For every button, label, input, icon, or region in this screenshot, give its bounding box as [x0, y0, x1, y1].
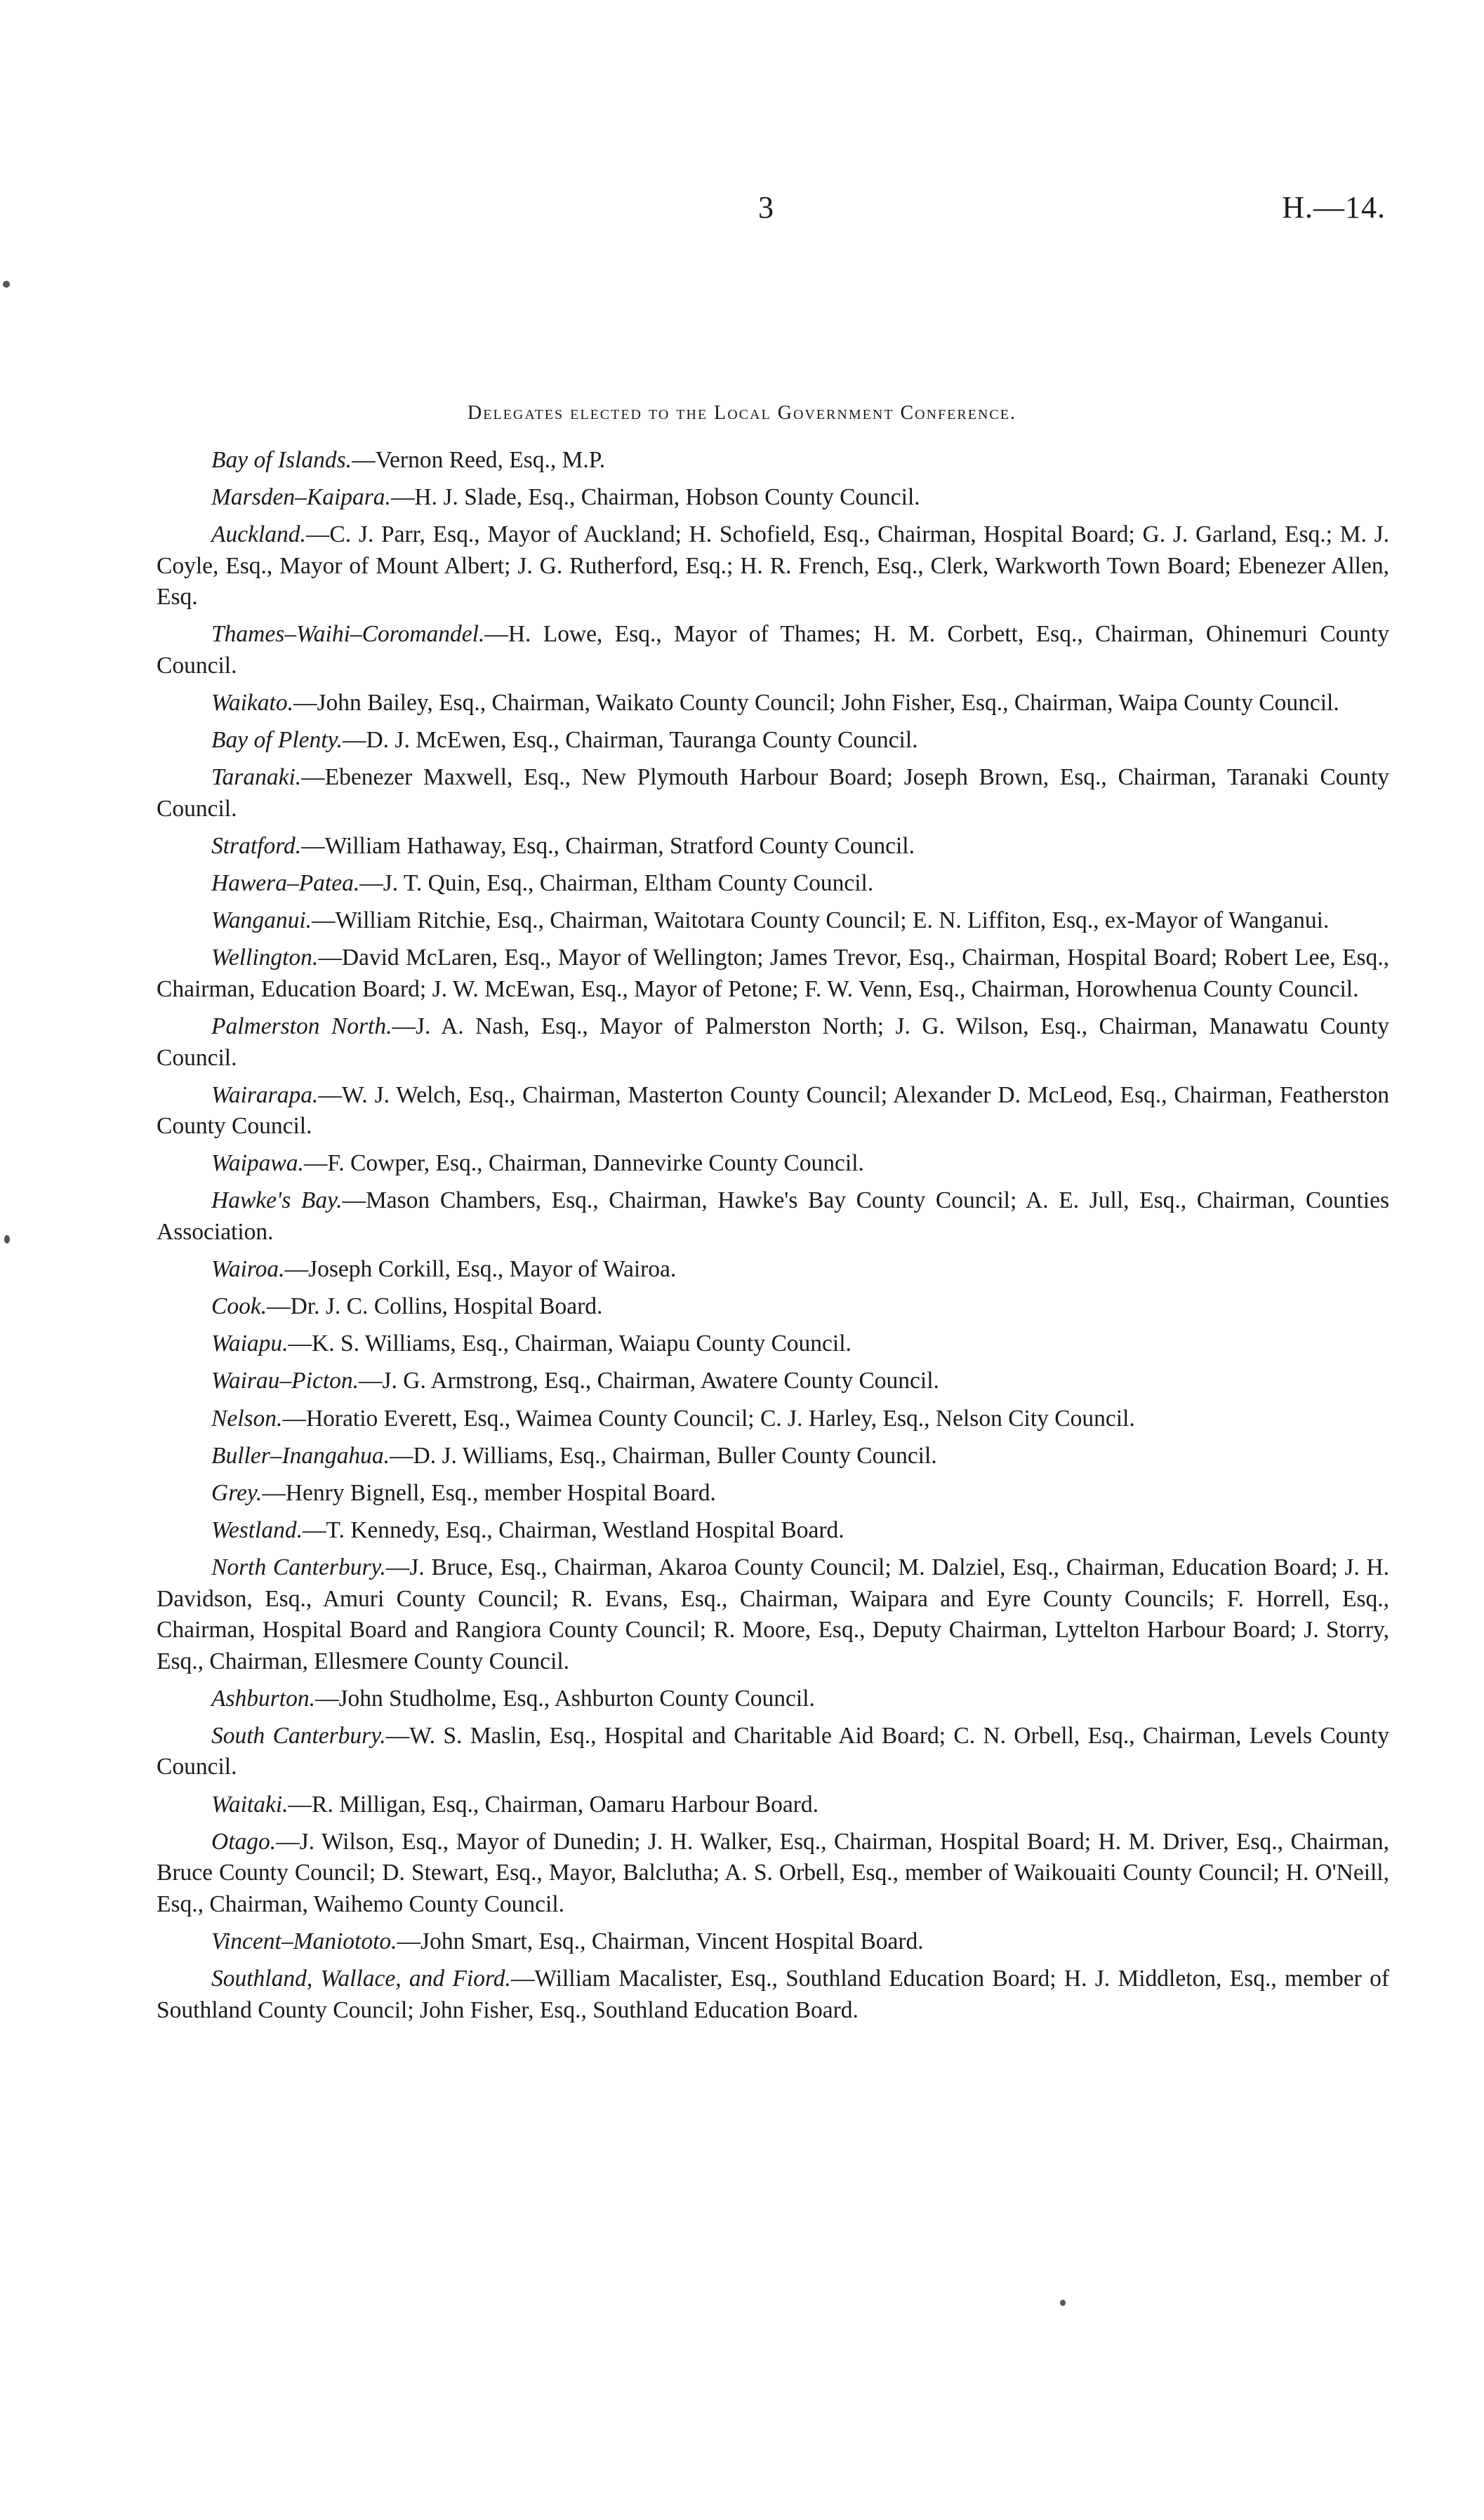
district-name: Wanganui.	[211, 907, 312, 934]
delegate-entry	[157, 1185, 1389, 1248]
district-name: North Canterbury.	[211, 1554, 386, 1580]
district-name: Ashburton.	[211, 1685, 315, 1712]
delegate-details: —H. Lowe, Esq., Mayor of Thames; H. M. Corbett, Esq., Chairman, Ohinemuri County Council.	[157, 621, 1389, 679]
delegate-list	[157, 445, 1389, 2032]
delegate-entry	[157, 1011, 1389, 1074]
district-name: Wairau–Picton.	[211, 1368, 359, 1394]
delegate-entry	[157, 1328, 1389, 1360]
district-name: Otago.	[211, 1828, 277, 1855]
delegate-entry	[157, 1404, 1389, 1435]
district-name: Waitaki.	[211, 1791, 289, 1818]
delegate-details: —R. Milligan, Esq., Chairman, Oamaru Harbour Board.	[288, 1791, 819, 1818]
delegate-entry	[157, 831, 1389, 862]
delegate-entry	[157, 1080, 1389, 1142]
delegate-details: —Dr. J. C. Collins, Hospital Board.	[267, 1293, 603, 1320]
district-name: Wairarapa.	[211, 1081, 319, 1108]
delegate-details: —J. Bruce, Esq., Chairman, Akaroa County Council; M. Dalziel, Esq., Chairman, Education Board; J. H. Davidson, Esq., Amuri County Council; R. Evans, Esq., Chairman, Waipara and Eyre County Councils; F. Horrell, Esq., Chairman, Hospital Board and Rangiora County Council; R. Moore, Esq., Deputy Chairman, Lyttelton Harbour Board; J. Storry, Esq., Chairman, Ellesmere County Council.	[157, 1554, 1389, 1674]
delegate-entry	[157, 1515, 1389, 1547]
district-name: Auckland.	[211, 521, 306, 548]
delegate-details: —David McLaren, Esq., Mayor of Wellington; James Trevor, Esq., Chairman, Hospital Board; Robert Lee, Esq., Chairman, Education Board; J. W. McEwan, Esq., Mayor of Petone; F. W. Venn, Esq., Chairman, Horowhenua County Council.	[157, 945, 1389, 1002]
district-name: Bay of Plenty.	[211, 727, 343, 754]
delegate-entry	[157, 445, 1389, 476]
delegate-entry	[157, 868, 1389, 900]
district-name: Southland, Wallace, and Fiord.	[211, 1966, 511, 1992]
scan-speck	[1060, 2300, 1066, 2306]
district-name: Wellington.	[211, 945, 319, 971]
delegate-entry	[157, 519, 1389, 613]
district-name: Nelson.	[211, 1405, 283, 1432]
delegate-details: —William Hathaway, Esq., Chairman, Stratford County Council.	[301, 833, 915, 860]
delegate-details: —John Studholme, Esq., Ashburton County Council.	[314, 1685, 815, 1712]
district-name: Cook.	[211, 1293, 267, 1320]
district-name: Bay of Islands.	[211, 447, 352, 473]
delegate-details: —William Macalister, Esq., Southland Education Board; H. J. Middleton, Esq., member of Southland County Council; John Fisher, Esq., Southland Education Board.	[157, 1966, 1389, 2023]
delegate-details: —Horatio Everett, Esq., Waimea County Council; C. J. Harley, Esq., Nelson City Council.	[282, 1405, 1135, 1432]
delegate-details: —W. S. Maslin, Esq., Hospital and Charitable Aid Board; C. N. Orbell, Esq., Chairman, Levels County Council.	[157, 1722, 1389, 1780]
delegate-details: —D. J. Williams, Esq., Chairman, Buller County Council.	[390, 1442, 937, 1469]
delegate-details: —Ebenezer Maxwell, Esq., New Plymouth Harbour Board; Joseph Brown, Esq., Chairman, Taranaki County Council.	[157, 764, 1389, 822]
page-number: 3	[758, 190, 774, 225]
district-name: Westland.	[211, 1516, 303, 1543]
scan-speck	[4, 1235, 10, 1244]
delegate-details: —J. T. Quin, Esq., Chairman, Eltham County Council.	[359, 870, 874, 897]
delegate-entry	[157, 1478, 1389, 1509]
district-name: Waipawa.	[211, 1150, 304, 1177]
delegate-entry	[157, 1366, 1389, 1397]
delegate-details: —Vernon Reed, Esq., M.P.	[352, 447, 606, 473]
delegate-details: —J. A. Nash, Esq., Mayor of Palmerston North; J. G. Wilson, Esq., Chairman, Manawatu County Council.	[157, 1013, 1389, 1071]
district-name: Buller–Inangahua.	[211, 1442, 390, 1469]
district-name: Marsden–Kaipara.	[211, 484, 391, 511]
delegate-details: —H. J. Slade, Esq., Chairman, Hobson County Council.	[390, 484, 920, 511]
delegate-details: —John Smart, Esq., Chairman, Vincent Hospital Board.	[397, 1928, 924, 1954]
delegate-entry	[157, 1552, 1389, 1677]
delegate-entry	[157, 1684, 1389, 1715]
delegate-details: —Mason Chambers, Esq., Chairman, Hawke's Bay County Council; A. E. Jull, Esq., Chairman, Counties Association.	[157, 1187, 1390, 1246]
delegate-entry	[157, 905, 1389, 937]
delegate-entry	[157, 1291, 1389, 1323]
delegate-entry	[157, 1721, 1389, 1783]
page-heading: Delegates elected to the Local Government Conference.	[468, 402, 1016, 424]
district-name: Grey.	[211, 1479, 263, 1506]
district-name: Palmerston North.	[211, 1013, 392, 1039]
delegate-entry	[157, 1789, 1389, 1821]
district-name: Waiapu.	[211, 1331, 289, 1357]
delegate-details: —K. S. Williams, Esq., Chairman, Waiapu County Council.	[288, 1331, 852, 1357]
district-name: Hawera–Patea.	[211, 870, 360, 897]
delegate-entry	[157, 725, 1389, 756]
delegate-details: —F. Cowper, Esq., Chairman, Dannevirke County Council.	[303, 1150, 864, 1177]
delegate-entry	[157, 1827, 1389, 1921]
delegate-details: —T. Kennedy, Esq., Chairman, Westland Hospital Board.	[302, 1516, 844, 1543]
document-reference: H.—14.	[1282, 190, 1386, 225]
district-name: South Canterbury.	[211, 1722, 386, 1749]
delegate-details: —W. J. Welch, Esq., Chairman, Masterton County Council; Alexander D. McLeod, Esq., Chairman, Featherston County Council.	[157, 1081, 1389, 1140]
delegate-details: —C. J. Parr, Esq., Mayor of Auckland; H. Schofield, Esq., Chairman, Hospital Board; G. J. Garland, Esq.; M. J. Coyle, Esq., Mayor of Mount Albert; J. G. Rutherford, Esq.; H. R. French, Esq., Clerk, Warkworth Town Board; Ebenezer Allen, Esq.	[157, 521, 1389, 611]
delegate-details: —J. Wilson, Esq., Mayor of Dunedin; J. H. Walker, Esq., Chairman, Hospital Board; H. M. Driver, Esq., Chairman, Bruce County Council; D. Stewart, Esq., Mayor, Balclutha; A. S. Orbell, Esq., member of Waikouaiti County Council; H. O'Neill, Esq., Chairman, Waihemo County Council.	[157, 1828, 1389, 1917]
delegate-entry	[157, 619, 1389, 681]
delegate-details: —William Ritchie, Esq., Chairman, Waitotara County Council; E. N. Liffiton, Esq., ex-Mayor of Wanganui.	[312, 907, 1330, 934]
delegate-entry	[157, 1254, 1389, 1286]
delegate-details: —D. J. McEwen, Esq., Chairman, Tauranga County Council.	[342, 727, 918, 754]
delegate-entry	[157, 1148, 1389, 1180]
delegate-entry	[157, 1926, 1389, 1958]
district-name: Wairoa.	[211, 1256, 285, 1283]
delegate-entry	[157, 688, 1389, 719]
delegate-entry	[157, 482, 1389, 514]
delegate-entry	[157, 762, 1389, 825]
delegate-details: —Joseph Corkill, Esq., Mayor of Wairoa.	[284, 1256, 677, 1283]
delegate-details: —J. G. Armstrong, Esq., Chairman, Awatere County Council.	[359, 1368, 939, 1394]
district-name: Hawke's Bay.	[211, 1187, 343, 1214]
district-name: Waikato.	[211, 690, 293, 716]
district-name: Thames–Waihi–Coromandel.	[211, 621, 485, 648]
delegate-entry	[157, 1964, 1389, 2026]
scan-speck	[3, 281, 10, 288]
district-name: Stratford.	[211, 833, 302, 860]
district-name: Vincent–Maniototo.	[211, 1928, 397, 1954]
delegate-entry	[157, 942, 1389, 1005]
delegate-details: —John Bailey, Esq., Chairman, Waikato County Council; John Fisher, Esq., Chairman, Waipa County Council.	[293, 690, 1339, 716]
district-name: Taranaki.	[211, 764, 302, 791]
delegate-details: —Henry Bignell, Esq., member Hospital Board.	[262, 1479, 716, 1506]
delegate-entry	[157, 1441, 1389, 1472]
